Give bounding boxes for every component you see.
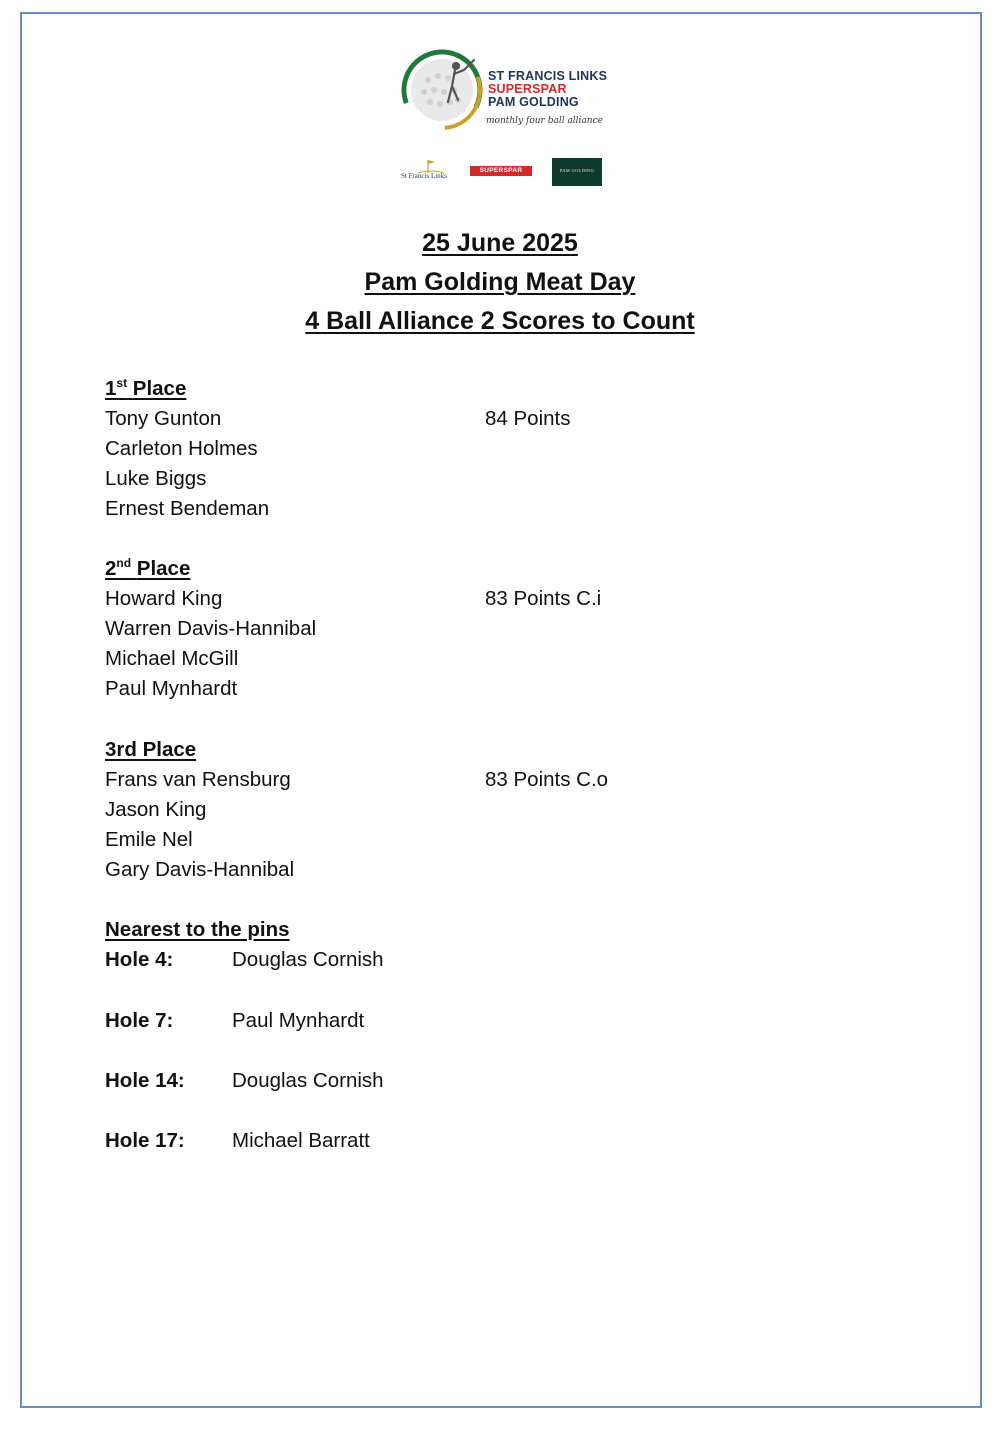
st-francis-links-logo xyxy=(398,42,608,138)
first-place-player: Tony Gunton xyxy=(105,407,222,430)
page-border xyxy=(20,12,982,1408)
hole-label: Hole 7: xyxy=(105,1009,174,1032)
second-place-rank: 2 xyxy=(105,557,117,580)
superspar-sponsor-logo xyxy=(470,166,532,176)
logo-tagline: monthly four ball alliance xyxy=(486,116,603,126)
second-place-points: 83 Points C.i xyxy=(485,587,602,610)
st-francis-links-sponsor-logo xyxy=(398,158,464,184)
st-francis-links-sponsor-text: St Francis Links xyxy=(401,172,447,180)
first-place-player: Luke Biggs xyxy=(105,467,207,490)
third-place-heading: 3rd Place xyxy=(105,738,197,761)
first-place-label: Place xyxy=(132,377,187,400)
third-place-player: Gary Davis-Hannibal xyxy=(105,858,295,881)
event-date: 25 June 2025 xyxy=(422,229,578,257)
logo-line-club: ST FRANCIS LINKS xyxy=(488,69,608,83)
second-place-label: Place xyxy=(136,557,191,580)
hole-winner: Douglas Cornish xyxy=(232,948,384,971)
logo-line-pam-golding: PAM GOLDING xyxy=(488,95,579,109)
second-place-player: Howard King xyxy=(105,587,223,610)
hole-label: Hole 17: xyxy=(105,1129,185,1152)
second-place-suffix: nd xyxy=(116,556,132,571)
first-place-points: 84 Points xyxy=(485,407,571,430)
first-place-player: Carleton Holmes xyxy=(105,437,258,460)
first-place-heading xyxy=(105,376,186,402)
third-place-player: Emile Nel xyxy=(105,828,193,851)
second-place-player: Michael McGill xyxy=(105,647,239,670)
hole-label: Hole 14: xyxy=(105,1069,185,1092)
hole-label: Hole 4: xyxy=(105,948,174,971)
second-place-heading xyxy=(105,556,190,582)
hole-winner: Douglas Cornish xyxy=(232,1069,384,1092)
third-place-player: Frans van Rensburg xyxy=(105,768,291,791)
first-place-suffix: st xyxy=(116,376,128,391)
second-place-player: Warren Davis-Hannibal xyxy=(105,617,317,640)
event-name: Pam Golding Meat Day xyxy=(364,268,636,296)
hole-winner: Michael Barratt xyxy=(232,1129,370,1152)
first-place-rank: 1 xyxy=(105,377,117,400)
nearest-pins-heading: Nearest to the pins xyxy=(105,918,290,941)
event-format: 4 Ball Alliance 2 Scores to Count xyxy=(305,307,695,335)
sponsor-logos xyxy=(398,156,608,188)
third-place-points: 83 Points C.o xyxy=(485,768,609,791)
logo-line-superspar: SUPERSPAR xyxy=(488,82,567,96)
third-place-player: Jason King xyxy=(105,798,207,821)
hole-winner: Paul Mynhardt xyxy=(232,1009,365,1032)
first-place-player: Ernest Bendeman xyxy=(105,497,270,520)
pam-golding-sponsor-text: PAM GOLDING xyxy=(559,168,595,173)
pam-golding-sponsor-logo xyxy=(552,158,602,186)
superspar-sponsor-text: SUPERSPAR xyxy=(479,167,523,174)
second-place-player: Paul Mynhardt xyxy=(105,677,238,700)
